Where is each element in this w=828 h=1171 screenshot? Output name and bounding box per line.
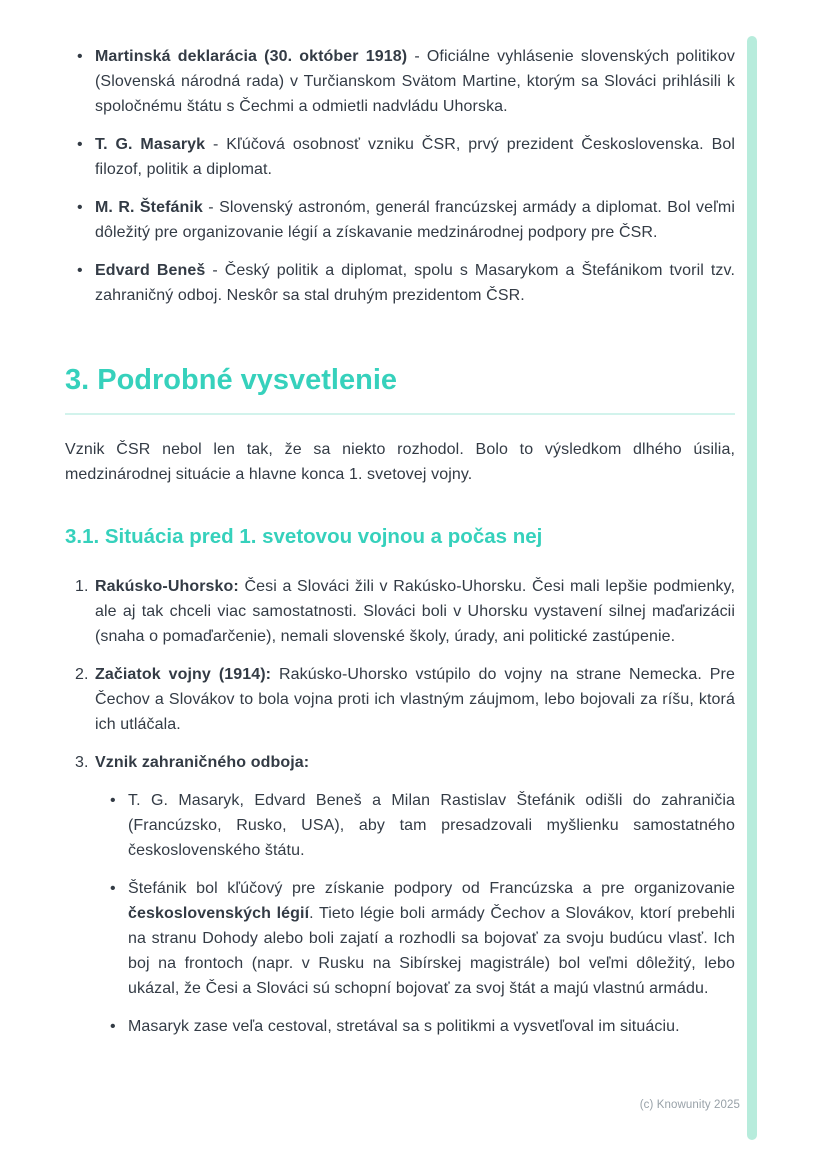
- sub-bullet-item: [95, 1014, 735, 1039]
- bullet-item: [65, 195, 735, 245]
- subsection-heading: 3.1. Situácia pred 1. svetovou vojnou a počas nej: [65, 525, 543, 548]
- term-bold: M. R. Štefánik: [95, 199, 203, 216]
- sub-text-pre: T. G. Masaryk, Edvard Beneš a Milan Rastislav Štefánik odišli do zahraničia (Francúzsko, Rusko, USA), aby tam presadzovali myšlienku samostatného československého štátu.: [128, 792, 735, 859]
- item-number: 3.: [75, 754, 89, 771]
- section-heading: 3. Podrobné vysvetlenie: [65, 362, 735, 415]
- term-bold: T. G. Masaryk: [95, 136, 206, 153]
- item-term: Začiatok vojny (1914):: [95, 666, 272, 683]
- item-term: Vznik zahraničného odboja:: [95, 754, 310, 771]
- term-bold: Martinská deklarácia (30. október 1918): [95, 48, 408, 65]
- sub-text-pre: Štefánik bol kľúčový pre získanie podpory od Francúzska a pre organizovanie: [128, 880, 735, 897]
- bullet-item: [65, 132, 735, 182]
- term-text: - Český politik a diplomat, spolu s Masarykom a Štefánikom tvoril tzv. zahraničný odboj. Neskôr sa stal druhým prezidentom ČSR.: [95, 262, 735, 304]
- sub-bullet-item: [95, 876, 735, 1001]
- term-text: - Kľúčová osobnosť vzniku ČSR, prvý prezident Československa. Bol filozof, politik a diplomat.: [95, 136, 735, 178]
- item-text: Česi a Slováci žili v Rakúsko-Uhorsku. Česi mali lepšie podmienky, ale aj tak chceli viac samostatnosti. Slováci boli v Uhorsku vystavení silnej maďarizácii (snaha o pomaďarčenie), nemali slovenské školy, úrady, ani politické zastúpenie.: [95, 578, 735, 645]
- decorative-side-bar: [747, 36, 757, 1140]
- sub-text-post: . Tieto légie boli armády Čechov a Slovákov, ktorí prebehli na stranu Dohody alebo boli zajatí a rozhodli sa bojovať za svoju budúcu vlasť. Ich boj na frontoch (napr. v Rusku na Sibírskej magistrále) bol veľmi dôležitý, lebo ukázal, že Česi a Slováci sú schopní bojovať za svoj štát a majú vlastnú armádu.: [128, 905, 735, 997]
- sub-bullet-list: [95, 788, 735, 1039]
- copyright-footer: (c) Knowunity 2025: [639, 1099, 740, 1111]
- bullet-item: [65, 44, 735, 119]
- key-terms-list: [65, 44, 735, 308]
- bullet-item: [65, 258, 735, 308]
- item-number: 1.: [75, 578, 89, 595]
- sub-text-pre: Masaryk zase veľa cestoval, stretával sa s politikmi a vysvetľoval im situáciu.: [128, 1018, 680, 1035]
- item-term: Rakúsko-Uhorsko:: [95, 578, 239, 595]
- term-text: - Slovenský astronóm, generál francúzskej armády a diplomat. Bol veľmi dôležitý pre organizovanie légií a získavanie medzinárodnej podpory pre ČSR.: [95, 199, 736, 241]
- numbered-item: [65, 574, 735, 649]
- sub-text-bold: československých légií: [128, 905, 310, 922]
- numbered-list: [65, 574, 735, 1039]
- item-number: 2.: [75, 666, 89, 683]
- item-text: Rakúsko-Uhorsko vstúpilo do vojny na strane Nemecka. Pre Čechov a Slovákov to bola vojna proti ich vlastným záujmom, lebo bojovali za ríšu, ktorá ich utláčala.: [95, 666, 735, 733]
- term-text: - Oficiálne vyhlásenie slovenských politikov (Slovenská národná rada) v Turčianskom Svätom Martine, ktorým sa Slováci prihlásili k spoločnému štátu s Čechmi a odmietli nadvládu Uhorska.: [95, 48, 735, 115]
- numbered-item: [65, 750, 735, 1039]
- numbered-item: [65, 662, 735, 737]
- document-content: [65, 44, 735, 1052]
- section-intro-paragraph: Vznik ČSR nebol len tak, že sa niekto rozhodol. Bolo to výsledkom dlhého úsilia, medzinárodnej situácie a hlavne konca 1. svetovej vojny.: [65, 441, 735, 483]
- term-bold: Edvard Beneš: [95, 262, 206, 279]
- sub-bullet-item: [95, 788, 735, 863]
